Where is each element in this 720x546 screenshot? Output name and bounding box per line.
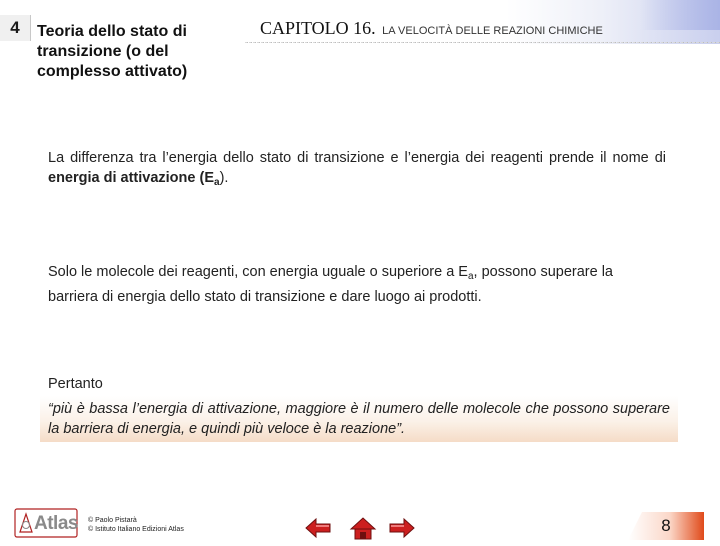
arrow-right-icon [387, 515, 417, 541]
paragraph-definition [48, 148, 666, 193]
home-button[interactable] [348, 515, 378, 541]
header-corner-decoration [640, 0, 720, 30]
copyright-publisher: © Istituto Italiano Edizioni Atlas [88, 526, 184, 533]
chapter-subtitle: LA VELOCITÀ DELLE REAZIONI CHIMICHE [382, 25, 603, 37]
paragraph-definition-end: ). [219, 170, 229, 186]
copyright [88, 516, 184, 534]
arrow-left-icon [303, 515, 333, 541]
chapter-heading [260, 18, 603, 39]
paragraph-molecules-text: Solo le molecole dei reagenti, con energia uguale o superiore a E [48, 264, 468, 280]
term-ea-open: (E [195, 170, 214, 186]
slide-number: 4 [0, 15, 31, 41]
paragraph-therefore: Pertanto [48, 376, 103, 392]
section-title: Teoria dello stato di transizione (o del complesso attivato) [37, 23, 188, 80]
term-ea-subscript: a [214, 177, 220, 188]
quote-text: “più è bassa l’energia di attivazione, maggiore è il numero delle molecole che possono superare la barriera di energia, e quindi più veloce è la reazione”. [48, 401, 670, 437]
page-number: 8 [661, 516, 671, 535]
previous-slide-button[interactable] [303, 515, 333, 541]
paragraph-molecules [48, 262, 666, 307]
paragraph-molecules-end: , possono superare la barriera di energia dello stato di transizione e dare luogo ai prodotti. [48, 264, 613, 305]
term-activation-energy: energia di attivazione [48, 170, 196, 186]
header-divider-dotted [245, 42, 720, 43]
paragraph-definition-text: La differenza tra l’energia dello stato di transizione e l’energia dei reagenti prende il nome di [48, 150, 666, 166]
atlas-logo-text: Atlas [34, 513, 78, 534]
next-slide-button[interactable] [387, 515, 417, 541]
ea-subscript: a [467, 271, 474, 282]
copyright-author: © Paolo Pistarà [88, 517, 137, 524]
chapter-label: CAPITOLO 16. [260, 18, 376, 38]
atlas-logo [14, 508, 78, 538]
home-icon [348, 515, 378, 541]
